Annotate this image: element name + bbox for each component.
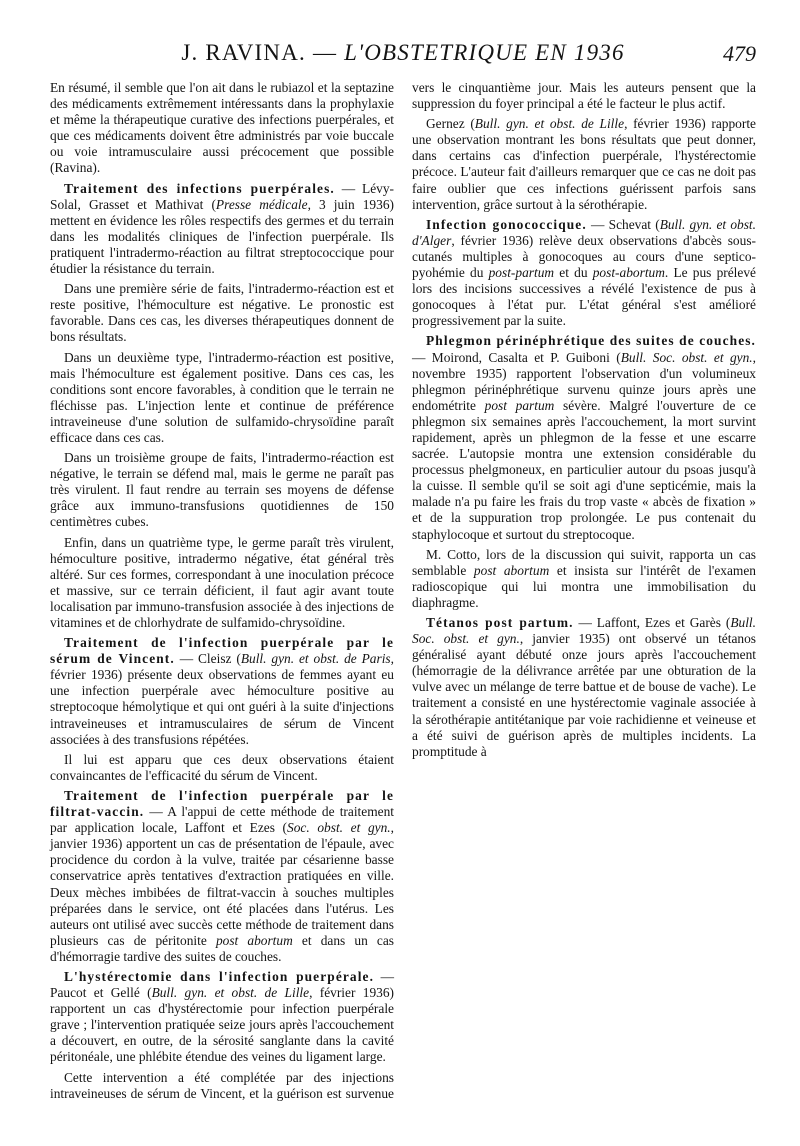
citation-reference: Bull. gyn. et obst. de Lille	[474, 116, 625, 132]
body-text: — Paucot et Gellé (	[50, 968, 394, 1001]
body-text: , janvier 1936) apportent un cas de présentation de l'épaule, avec procidence du cordon à la vulve, traitée par césarienne basse conservatrice après tentatives d'extraction pratiquées en ville. Deux mèches imbibées de filtrat-vaccin à souches multiples préparées dans le service, ont été placées dans l'utérus. Les auteurs ont utilisé avec succès cette méthode de traitement dans plusieurs cas de péritonite	[50, 820, 394, 948]
author-name: J. RAVINA.	[181, 40, 306, 65]
section-heading: Infection gonococcique.	[426, 216, 587, 232]
body-text: En résumé, il semble que l'on ait dans le rubiazol et la septazine des médicaments extrêmement intéressants dans la prophylaxie et même la thérapeutique curative des infections puerpérales, et que ces médicaments doivent être administrés par voie buccale ou voie intramusculaire aussi précocement que possible (Ravina).	[50, 80, 394, 176]
citation-reference: Bull. gyn. et obst. de Paris	[240, 651, 391, 667]
body-text: Gernez (	[426, 116, 475, 132]
section-heading: L'hystérectomie dans l'infection puerpérale.	[64, 968, 375, 984]
paragraph-resume-end	[50, 80, 394, 177]
citation-reference: post abortum	[473, 562, 550, 578]
citation-reference: post-abortum	[592, 265, 665, 281]
paragraph-cotto	[412, 547, 756, 611]
body-text: et du	[554, 265, 593, 281]
body-text: — Schevat (	[586, 216, 660, 232]
page-number: 479	[723, 41, 756, 66]
body-text: — Laffont, Ezes et Garès (	[573, 615, 731, 630]
article-title: L'OBSTETRIQUE EN 1936	[344, 40, 625, 65]
paragraph-hysterectomie	[50, 969, 394, 1066]
paragraph-phlegmon	[412, 333, 756, 542]
body-text: Dans un deuxième type, l'intradermo-réaction est positive, mais l'hémoculture est également positive. Dans ces cas, les conditions sont encore favorables, à condition que le terrain ne fléchisse pas. L'injection lente et continue de préférence intraveineuse d'une solution de sulfamido-chrysoïdine paraît efficace dans ces cas.	[50, 349, 394, 445]
body-text: , janvier 1935) ont observé un tétanos généralisé ayant débuté onze jours après l'accouchement (hémorragie de la délivrance arrêtée par une obturation de la vulve avec un mélange de terre battue et de bouse de vache). Le traitement a consisté en une hystérectomie vaginale associée à la sérothérapie antitétanique par voie rachidienne et veineuse et a été suivi de guérison après de multiples incidents. La promptitude à	[412, 631, 756, 759]
citation-reference: Soc. obst. et gyn.	[287, 820, 391, 836]
body-text: . Le pus prélevé lors des incisions successives a révélé l'existence de pus à gonocoques à l'état pur. L'état général s'est amélioré progressivement par la suite.	[412, 265, 756, 329]
body-text: — Cleisz (	[174, 651, 241, 667]
citation-reference: post-partum	[488, 265, 555, 281]
body-text: Il lui est apparu que ces deux observations étaient convaincantes de l'efficacité du sérum de Vincent.	[50, 751, 394, 783]
paragraph-gernez	[412, 116, 756, 213]
paragraph-filtrat-vaccin	[50, 788, 394, 965]
running-title	[50, 40, 756, 66]
paragraph-troisieme-groupe	[50, 450, 394, 530]
body-text: — Moirond, Casalta et P. Guiboni (	[412, 349, 621, 365]
body-text: , 3 juin 1936) mettent en évidence les rôles respectifs des germes et du terrain dans les modalités cliniques de l'infection puerpérale. Ils pratiquent l'intradermo-réaction au filtrat streptococcique pour étudier la résistance du terrain.	[50, 196, 394, 277]
body-text: Enfin, dans un quatrième type, le germe paraît très virulent, hémoculture positive, intradermo négative, état général très altéré. Sur ces formes, correspondant à une inoculation précoce et massive, sur ce terrain déficient, il faut agir avant toute localisation par immuno-transfusion associée à des injections de vitamines et de chlorhydrate de sulfamido-chrysoïdine.	[50, 534, 394, 630]
paragraph-traitement-heading	[50, 181, 394, 278]
section-heading: Traitement de l'infection puerpérale par le sérum de Vincent.	[50, 635, 394, 667]
running-head	[50, 40, 756, 76]
paragraph-efficacite	[50, 752, 394, 784]
citation-reference: post abortum	[215, 932, 293, 948]
body-text: — A l'appui de cette méthode de traitement par application locale, Laffont et Ezes (	[50, 804, 394, 836]
section-heading: Tétanos post partum.	[426, 615, 574, 630]
body-text: , février 1936) rapporte une observation montrant les bons résultats que peut donner, dans certains cas d'infection puerpérale, l'hystérectomie précoce. L'auteur fait d'ailleurs remarquer que ce cas ne doit pas faire oublier que ces infections guérissent parfois sans intervention, grâce surtout à la sérothérapie.	[412, 116, 756, 212]
body-text: , février 1936) rapportent un cas d'hystérectomie pour infection puerpérale grave ; l'intervention pratiquée seize jours après l'accouchement a découvert, en outre, de la sérosité sanglante dans la cavité péritonéale, une phlébite étendue des veines du ligament large.	[50, 985, 395, 1065]
body-text: M. Cotto, lors de la discussion qui suivit, rapporta un cas semblable	[412, 546, 756, 578]
citation-reference: Bull. gyn. et obst. de Lille	[151, 985, 310, 1001]
body-text: et insista sur l'intérêt de l'examen radioscopique qui lui montra une immobilisation du diaphragme.	[412, 562, 756, 610]
paragraph-deuxieme-type	[50, 350, 394, 447]
body-text: , février 1936) présente deux observations de femmes ayant eu une infection puerpérale avec hémoculture positive au streptocoque hémolytique et qui ont guéri à la suite d'injections intraveineuses et intramusculaires de sérum de Vincent associées à des transfusions répétées.	[50, 651, 394, 747]
paragraph-serum-vincent	[50, 635, 394, 748]
body-text: Dans une première série de faits, l'intradermo-réaction est et reste positive, l'hémoculture est négative. Le pronostic est favorable. Dans ces cas, les diverses thérapeutiques donnent de bons résultats.	[50, 281, 394, 345]
body-text: Cette intervention a été complétée par des injections intraveineuses de sérum de Vincent, et la guérison est survenue vers le cinquantième jour. Mais les auteurs pensent que la suppression du foyer principal a été le facteur le plus actif.	[50, 80, 756, 1101]
paragraph-tetanos	[412, 615, 756, 760]
citation-reference: Bull. gyn. et obst. d'Alger	[412, 216, 756, 248]
citation-reference: Bull. Soc. obst. et gyn.	[412, 615, 756, 647]
section-heading: Traitement des infections puerpérales.	[64, 180, 335, 196]
title-dash: —	[312, 40, 338, 65]
section-heading: Traitement de l'infection puerpérale par le filtrat-vaccin.	[50, 787, 394, 820]
body-text-columns	[50, 80, 756, 1120]
body-text: , février 1936) relève deux observations d'abcès sous-cutanés multiples à gonocoques au cours d'une septico-pyohémie du	[412, 232, 756, 281]
body-text: — Lévy-Solal, Grasset et Mathivat (	[50, 180, 394, 212]
body-text: et dans un cas d'hémorragie tardive des suites de couches.	[50, 932, 395, 964]
paragraph-quatrieme-type	[50, 535, 394, 632]
body-text: , novembre 1935) rapportent l'observation d'un volumineux phlegmon périnéphrétique survenu quinze jours après une endométrite	[412, 349, 756, 413]
section-heading: Phlegmon périnéphrétique des suites de couches.	[426, 333, 756, 349]
citation-reference: post partum	[484, 397, 555, 413]
paragraph-gonococcique	[412, 217, 756, 330]
citation-reference: Presse médicale	[215, 196, 308, 212]
citation-reference: Bull. Soc. obst. et gyn.	[620, 349, 753, 365]
paragraph-premiere-serie	[50, 281, 394, 345]
body-text: sévère. Malgré l'ouverture de ce phlegmon six semaines après l'accouchement, la mort survint rapidement, après un phlegmon de la fesse et une escarre sacrée. L'autopsie montra une extension considérable du processus phelgmoneux, en particulier autour du psoas jusqu'à la cuisse. Il semble qu'il se soit agi d'une septicémie, mais la malade n'a pu faire les frais du trop vaste « abcès de fixation » et de la suppuration trop prolongée. Le pus contenait du staphylocoque et surtout du streptocoque.	[412, 397, 756, 542]
body-text: Dans un troisième groupe de faits, l'intradermo-réaction est négative, le terrain se défend mal, mais le germe ne paraît pas très virulent. Il faut rendre au terrain ses moyens de défense grâce aux immuno-transfusions quotidiennes de 150 centimètres cubes.	[50, 450, 394, 530]
